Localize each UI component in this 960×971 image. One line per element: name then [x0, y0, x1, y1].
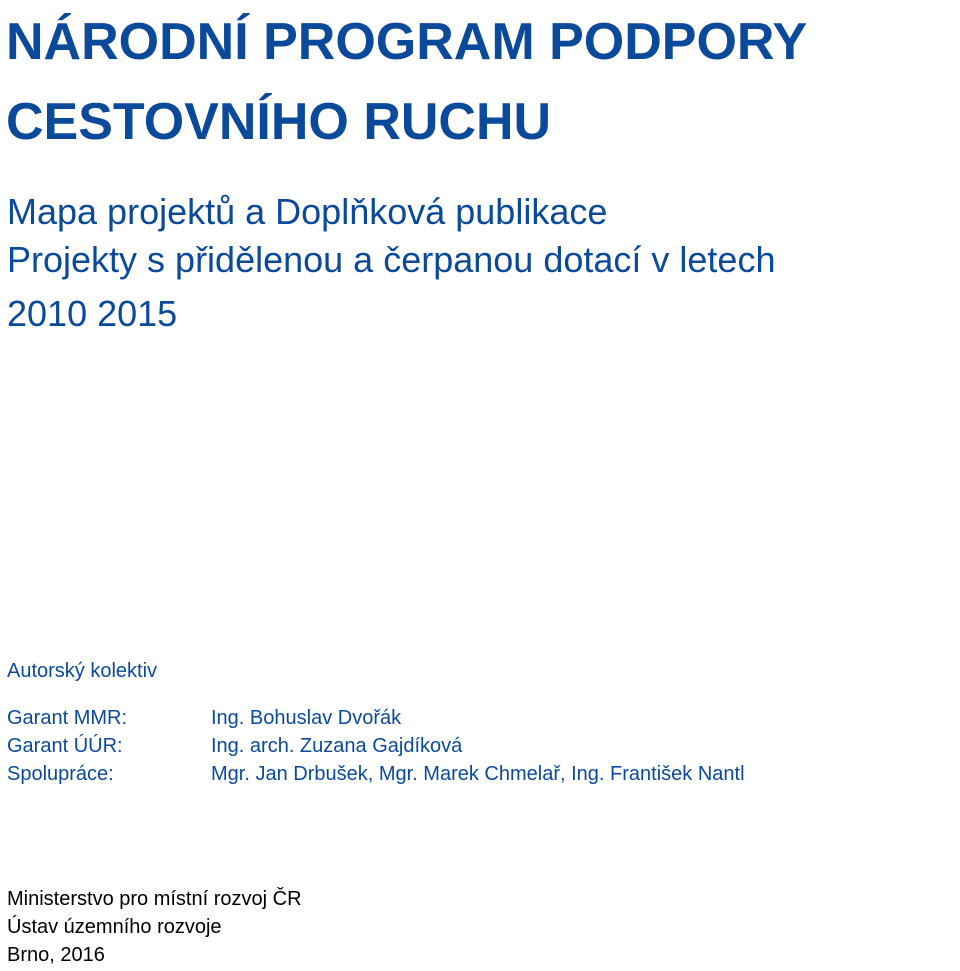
publisher-ministry: Ministerstvo pro místní rozvoj ČR: [7, 888, 302, 910]
role-person: Ing. Bohuslav Dvořák: [211, 707, 402, 729]
document-title-line-1: NÁRODNÍ PROGRAM PODPORY: [6, 13, 808, 71]
document-subtitle-years: 2010 2015: [7, 293, 178, 334]
role-label: Garant MMR:: [7, 707, 128, 729]
document-title-line-2: CESTOVNÍHO RUCHU: [6, 93, 552, 151]
publisher-institute: Ústav územního rozvoje: [7, 916, 222, 938]
document-subtitle-line-2: Projekty s přidělenou a čerpanou dotací v letech: [7, 239, 776, 280]
document-subtitle-line-1: Mapa projektů a Doplňková publikace: [7, 191, 608, 232]
role-label: Garant ÚÚR:: [7, 735, 123, 757]
publication-place-date: Brno, 2016: [7, 944, 105, 966]
role-person: Mgr. Jan Drbušek, Mgr. Marek Chmelař, Ing. František Nantl: [211, 763, 745, 785]
role-label: Spolupráce:: [7, 763, 114, 785]
role-person: Ing. arch. Zuzana Gajdíková: [211, 735, 463, 757]
authors-heading: Autorský kolektiv: [7, 660, 158, 682]
